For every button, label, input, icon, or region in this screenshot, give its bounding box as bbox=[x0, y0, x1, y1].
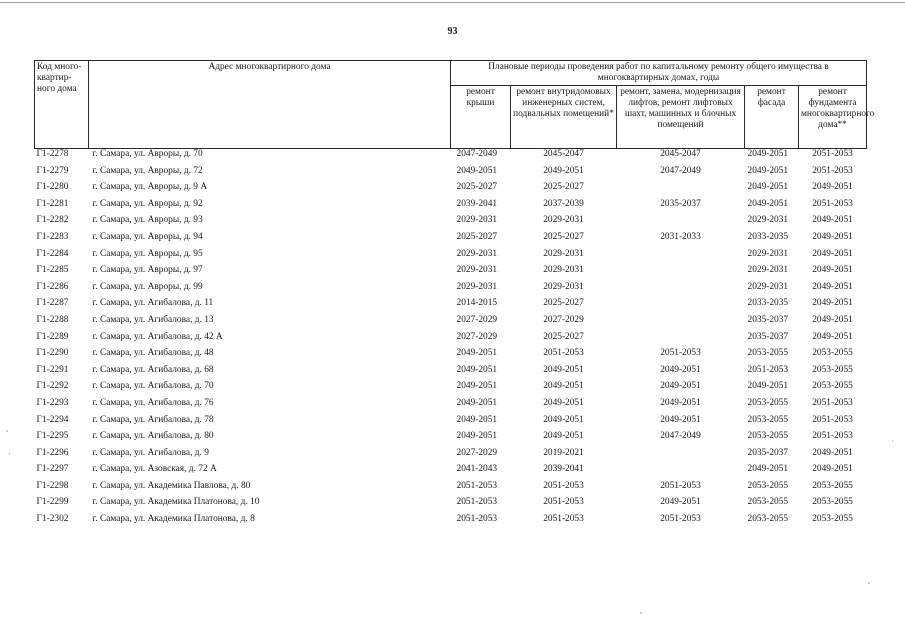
scan-speck bbox=[6, 430, 8, 432]
table-row bbox=[35, 149, 867, 166]
cell-roof: 2051-2053 bbox=[456, 514, 498, 525]
cell-elevators bbox=[617, 464, 745, 481]
cell-address: г. Самара, ул. Авроры, д. 93 bbox=[92, 215, 203, 226]
cell-foundation: 2053-2055 bbox=[812, 348, 853, 359]
cell-roof: 2049-2051 bbox=[456, 348, 498, 359]
table-header bbox=[35, 61, 875, 149]
scan-speck bbox=[892, 440, 893, 442]
cell-foundation: 2051-2053 bbox=[812, 431, 853, 442]
table-row bbox=[35, 199, 867, 216]
table-row bbox=[35, 182, 867, 199]
cell-roof: 2029-2031 bbox=[456, 248, 498, 259]
table-row bbox=[35, 448, 867, 465]
cell-address: г. Самара, ул. Авроры, д. 94 bbox=[92, 231, 203, 242]
cell-address: г. Самара, ул. Агибалова, д. 13 bbox=[92, 314, 214, 325]
cell-foundation: 2051-2053 bbox=[812, 165, 853, 176]
cell-address: г. Самара, ул. Агибалова, д. 76 bbox=[92, 397, 214, 408]
cell-foundation: 2051-2053 bbox=[812, 397, 853, 408]
cell-roof: 2049-2051 bbox=[456, 414, 498, 425]
cell-roof: 2029-2031 bbox=[456, 265, 498, 276]
cell-engineering: 2039-2041 bbox=[543, 464, 584, 475]
cell-address: г. Самара, ул. Авроры, д. 95 bbox=[92, 248, 203, 259]
cell-code: Г1-2302 bbox=[36, 514, 69, 525]
cell-engineering: 2045-2047 bbox=[543, 149, 584, 159]
cell-elevators: 2049-2051 bbox=[660, 497, 701, 508]
cell-facade: 2033-2035 bbox=[747, 231, 789, 242]
cell-engineering: 2049-2051 bbox=[543, 431, 584, 442]
cell-engineering: 2049-2051 bbox=[543, 165, 584, 176]
cell-facade: 2053-2055 bbox=[747, 480, 789, 491]
cell-elevators bbox=[617, 215, 745, 232]
cell-facade: 2029-2031 bbox=[747, 215, 789, 226]
cell-address: г. Самара, ул. Авроры, д. 99 bbox=[92, 281, 203, 292]
cell-foundation: 2049-2051 bbox=[812, 298, 853, 309]
cell-facade: 2035-2037 bbox=[747, 331, 789, 342]
cell-roof: 2027-2029 bbox=[456, 447, 498, 458]
cell-engineering: 2025-2027 bbox=[543, 231, 584, 242]
cell-address: г. Самара, ул. Агибалова, д. 78 bbox=[92, 414, 214, 425]
cell-code: Г1-2290 bbox=[36, 348, 69, 359]
cell-engineering: 2025-2027 bbox=[543, 182, 584, 193]
header-periods: Плановые периоды проведения работ по капитальному ремонту общего имущества в многоквартирных домах, годы bbox=[451, 61, 867, 86]
cell-elevators: 2051-2053 bbox=[660, 514, 701, 525]
header-foundation: ремонт фундамента многоквартирного дома** bbox=[799, 86, 867, 149]
header-elevators: ремонт, замена, модернизация лифтов, ремонт лифтовых шахт, машинных и блочных помещений bbox=[617, 86, 745, 149]
cell-engineering: 2025-2027 bbox=[543, 331, 584, 342]
cell-facade: 2053-2055 bbox=[747, 397, 789, 408]
cell-elevators bbox=[617, 448, 745, 465]
cell-facade: 2035-2037 bbox=[747, 314, 789, 325]
cell-elevators: 2047-2049 bbox=[660, 165, 701, 176]
cell-address: г. Самара, ул. Агибалова, д. 48 bbox=[92, 348, 214, 359]
cell-roof: 2049-2051 bbox=[456, 397, 498, 408]
cell-code: Г1-2281 bbox=[36, 198, 69, 209]
cell-code: Г1-2282 bbox=[36, 215, 69, 226]
table-row bbox=[35, 298, 867, 315]
cell-roof: 2051-2053 bbox=[456, 480, 498, 491]
cell-code: Г1-2288 bbox=[36, 314, 69, 325]
cell-foundation: 2051-2053 bbox=[812, 414, 853, 425]
cell-engineering: 2051-2053 bbox=[543, 480, 584, 491]
cell-facade: 2035-2037 bbox=[747, 447, 789, 458]
cell-facade: 2029-2031 bbox=[747, 265, 789, 276]
cell-elevators bbox=[617, 282, 745, 299]
cell-code: Г1-2296 bbox=[36, 447, 69, 458]
page-number: 93 bbox=[447, 26, 458, 37]
table-row bbox=[35, 481, 867, 498]
cell-elevators: 2051-2053 bbox=[660, 480, 701, 491]
cell-engineering: 2049-2051 bbox=[543, 381, 584, 392]
table-row bbox=[35, 514, 867, 531]
cell-roof: 2049-2051 bbox=[456, 165, 498, 176]
header-code: Код много-квартир-ного дома bbox=[35, 61, 89, 149]
cell-code: Г1-2291 bbox=[36, 364, 69, 375]
cell-engineering: 2029-2031 bbox=[543, 265, 584, 276]
cell-code: Г1-2298 bbox=[36, 480, 69, 491]
table-row bbox=[35, 497, 867, 514]
cell-engineering: 2049-2051 bbox=[543, 414, 584, 425]
header-address: Адрес многоквартирного дома bbox=[89, 61, 451, 149]
cell-code: Г1-2297 bbox=[36, 464, 69, 475]
cell-code: Г1-2293 bbox=[36, 397, 69, 408]
cell-address: г. Самара, ул. Агибалова, д. 68 bbox=[92, 364, 214, 375]
table-row bbox=[35, 282, 867, 299]
cell-elevators bbox=[617, 332, 745, 349]
cell-address: г. Самара, ул. Академика Платонова, д. 8 bbox=[92, 514, 255, 525]
cell-code: Г1-2289 bbox=[36, 331, 69, 342]
cell-facade: 2049-2051 bbox=[747, 464, 789, 475]
scan-top-edge bbox=[0, 2, 905, 3]
cell-facade: 2053-2055 bbox=[747, 431, 789, 442]
table-row bbox=[35, 265, 867, 282]
cell-elevators: 2049-2051 bbox=[660, 364, 701, 375]
cell-engineering: 2051-2053 bbox=[543, 497, 584, 508]
cell-facade: 2033-2035 bbox=[747, 298, 789, 309]
cell-address: г. Самара, ул. Авроры, д. 92 bbox=[92, 198, 203, 209]
cell-address: г. Самара, ул. Академика Павлова, д. 80 bbox=[92, 480, 251, 491]
table-row bbox=[35, 365, 867, 382]
cell-roof: 2027-2029 bbox=[456, 314, 498, 325]
cell-engineering: 2037-2039 bbox=[543, 198, 584, 209]
cell-foundation: 2049-2051 bbox=[812, 231, 853, 242]
scan-speck bbox=[868, 582, 870, 584]
cell-engineering: 2049-2051 bbox=[543, 397, 584, 408]
cell-engineering: 2029-2031 bbox=[543, 248, 584, 259]
cell-facade: 2029-2031 bbox=[747, 281, 789, 292]
cell-elevators bbox=[617, 249, 745, 266]
cell-foundation: 2049-2051 bbox=[812, 464, 853, 475]
table-row bbox=[35, 398, 867, 415]
cell-address: г. Самара, ул. Агибалова, д. 11 bbox=[92, 298, 214, 309]
table-row bbox=[35, 348, 867, 365]
cell-code: Г1-2287 bbox=[36, 298, 69, 309]
cell-roof: 2029-2031 bbox=[456, 281, 498, 292]
cell-facade: 2053-2055 bbox=[747, 514, 789, 525]
cell-code: Г1-2280 bbox=[36, 182, 69, 193]
table-row bbox=[35, 464, 867, 481]
cell-elevators bbox=[617, 315, 745, 332]
cell-foundation: 2049-2051 bbox=[812, 182, 853, 193]
cell-engineering: 2025-2027 bbox=[543, 298, 584, 309]
cell-address: г. Самара, ул. Азовская, д. 72 А bbox=[92, 464, 217, 475]
header-facade: ремонт фасада bbox=[745, 86, 799, 149]
cell-roof: 2049-2051 bbox=[456, 431, 498, 442]
cell-engineering: 2027-2029 bbox=[543, 314, 584, 325]
scan-speck bbox=[640, 612, 642, 614]
cell-address: г. Самара, ул. Агибалова, д. 80 bbox=[92, 431, 214, 442]
cell-roof: 2025-2027 bbox=[456, 182, 498, 193]
cell-engineering: 2029-2031 bbox=[543, 281, 584, 292]
cell-roof: 2027-2029 bbox=[456, 331, 498, 342]
cell-roof: 2047-2049 bbox=[456, 149, 498, 159]
cell-foundation: 2049-2051 bbox=[812, 314, 853, 325]
cell-address: г. Самара, ул. Авроры, д. 97 bbox=[92, 265, 203, 276]
table-row bbox=[35, 215, 867, 232]
cell-foundation: 2049-2051 bbox=[812, 248, 853, 259]
cell-address: г. Самара, ул. Авроры, д. 72 bbox=[92, 165, 203, 176]
cell-foundation: 2049-2051 bbox=[812, 281, 853, 292]
cell-code: Г1-2294 bbox=[36, 414, 69, 425]
cell-foundation: 2051-2053 bbox=[812, 149, 853, 159]
cell-address: г. Самара, ул. Агибалова, д. 70 bbox=[92, 381, 214, 392]
cell-code: Г1-2283 bbox=[36, 231, 69, 242]
cell-facade: 2049-2051 bbox=[747, 149, 789, 159]
cell-engineering: 2019-2021 bbox=[543, 447, 584, 458]
cell-address: г. Самара, ул. Авроры, д. 70 bbox=[92, 149, 203, 159]
cell-foundation: 2053-2055 bbox=[812, 381, 853, 392]
cell-roof: 2049-2051 bbox=[456, 381, 498, 392]
cell-elevators: 2035-2037 bbox=[660, 198, 701, 209]
cell-code: Г1-2284 bbox=[36, 248, 69, 259]
cell-elevators: 2031-2033 bbox=[660, 231, 701, 242]
cell-elevators: 2045-2047 bbox=[660, 149, 701, 159]
cell-code: Г1-2295 bbox=[36, 431, 69, 442]
cell-facade: 2049-2051 bbox=[747, 182, 789, 193]
cell-elevators: 2049-2051 bbox=[660, 397, 701, 408]
cell-code: Г1-2292 bbox=[36, 381, 69, 392]
header-roof: ремонт крыши bbox=[451, 86, 511, 149]
cell-engineering: 2051-2053 bbox=[543, 348, 584, 359]
cell-address: г. Самара, ул. Агибалова, д. 42 А bbox=[92, 331, 223, 342]
table-row bbox=[35, 431, 867, 448]
cell-facade: 2049-2051 bbox=[747, 165, 789, 176]
cell-roof: 2049-2051 bbox=[456, 364, 498, 375]
cell-facade: 2053-2055 bbox=[747, 348, 789, 359]
cell-roof: 2041-2043 bbox=[456, 464, 498, 475]
cell-elevators: 2051-2053 bbox=[660, 348, 701, 359]
cell-engineering: 2051-2053 bbox=[543, 514, 584, 525]
table-row bbox=[35, 381, 867, 398]
cell-address: г. Самара, ул. Академика Платонова, д. 10 bbox=[92, 497, 260, 508]
header-engineering: ремонт внутридомовых инженерных систем, подвальных помещений* bbox=[511, 86, 617, 149]
cell-foundation: 2053-2055 bbox=[812, 364, 853, 375]
cell-code: Г1-2299 bbox=[36, 497, 69, 508]
cell-facade: 2053-2055 bbox=[747, 414, 789, 425]
cell-roof: 2039-2041 bbox=[456, 198, 498, 209]
repair-schedule-table bbox=[34, 60, 875, 531]
table-body bbox=[35, 149, 867, 531]
cell-foundation: 2053-2055 bbox=[812, 480, 853, 491]
table-row bbox=[35, 232, 867, 249]
cell-address: г. Самара, ул. Авроры, д. 9 А bbox=[92, 182, 208, 193]
table-row bbox=[35, 415, 867, 432]
table-row bbox=[35, 166, 867, 183]
cell-roof: 2025-2027 bbox=[456, 231, 498, 242]
cell-elevators: 2047-2049 bbox=[660, 431, 701, 442]
scan-speck bbox=[9, 452, 10, 455]
cell-elevators: 2049-2051 bbox=[660, 414, 701, 425]
cell-elevators: 2049-2051 bbox=[660, 381, 701, 392]
cell-elevators bbox=[617, 182, 745, 199]
cell-facade: 2049-2051 bbox=[747, 198, 789, 209]
cell-foundation: 2049-2051 bbox=[812, 331, 853, 342]
cell-foundation: 2049-2051 bbox=[812, 265, 853, 276]
cell-code: Г1-2279 bbox=[36, 165, 69, 176]
table-row bbox=[35, 315, 867, 332]
cell-engineering: 2049-2051 bbox=[543, 364, 584, 375]
cell-facade: 2051-2053 bbox=[747, 364, 789, 375]
cell-address: г. Самара, ул. Агибалова, д. 9 bbox=[92, 447, 209, 458]
cell-facade: 2029-2031 bbox=[747, 248, 789, 259]
cell-code: Г1-2286 bbox=[36, 281, 69, 292]
cell-foundation: 2049-2051 bbox=[812, 447, 853, 458]
cell-engineering: 2029-2031 bbox=[543, 215, 584, 226]
table-row bbox=[35, 332, 867, 349]
cell-facade: 2049-2051 bbox=[747, 381, 789, 392]
cell-foundation: 2049-2051 bbox=[812, 215, 853, 226]
cell-elevators bbox=[617, 298, 745, 315]
cell-roof: 2029-2031 bbox=[456, 215, 498, 226]
cell-roof: 2051-2053 bbox=[456, 497, 498, 508]
cell-foundation: 2053-2055 bbox=[812, 514, 853, 525]
cell-foundation: 2053-2055 bbox=[812, 497, 853, 508]
cell-code: Г1-2278 bbox=[36, 149, 69, 159]
cell-code: Г1-2285 bbox=[36, 265, 69, 276]
cell-foundation: 2051-2053 bbox=[812, 198, 853, 209]
table-row bbox=[35, 249, 867, 266]
cell-facade: 2053-2055 bbox=[747, 497, 789, 508]
cell-roof: 2014-2015 bbox=[456, 298, 498, 309]
cell-elevators bbox=[617, 265, 745, 282]
